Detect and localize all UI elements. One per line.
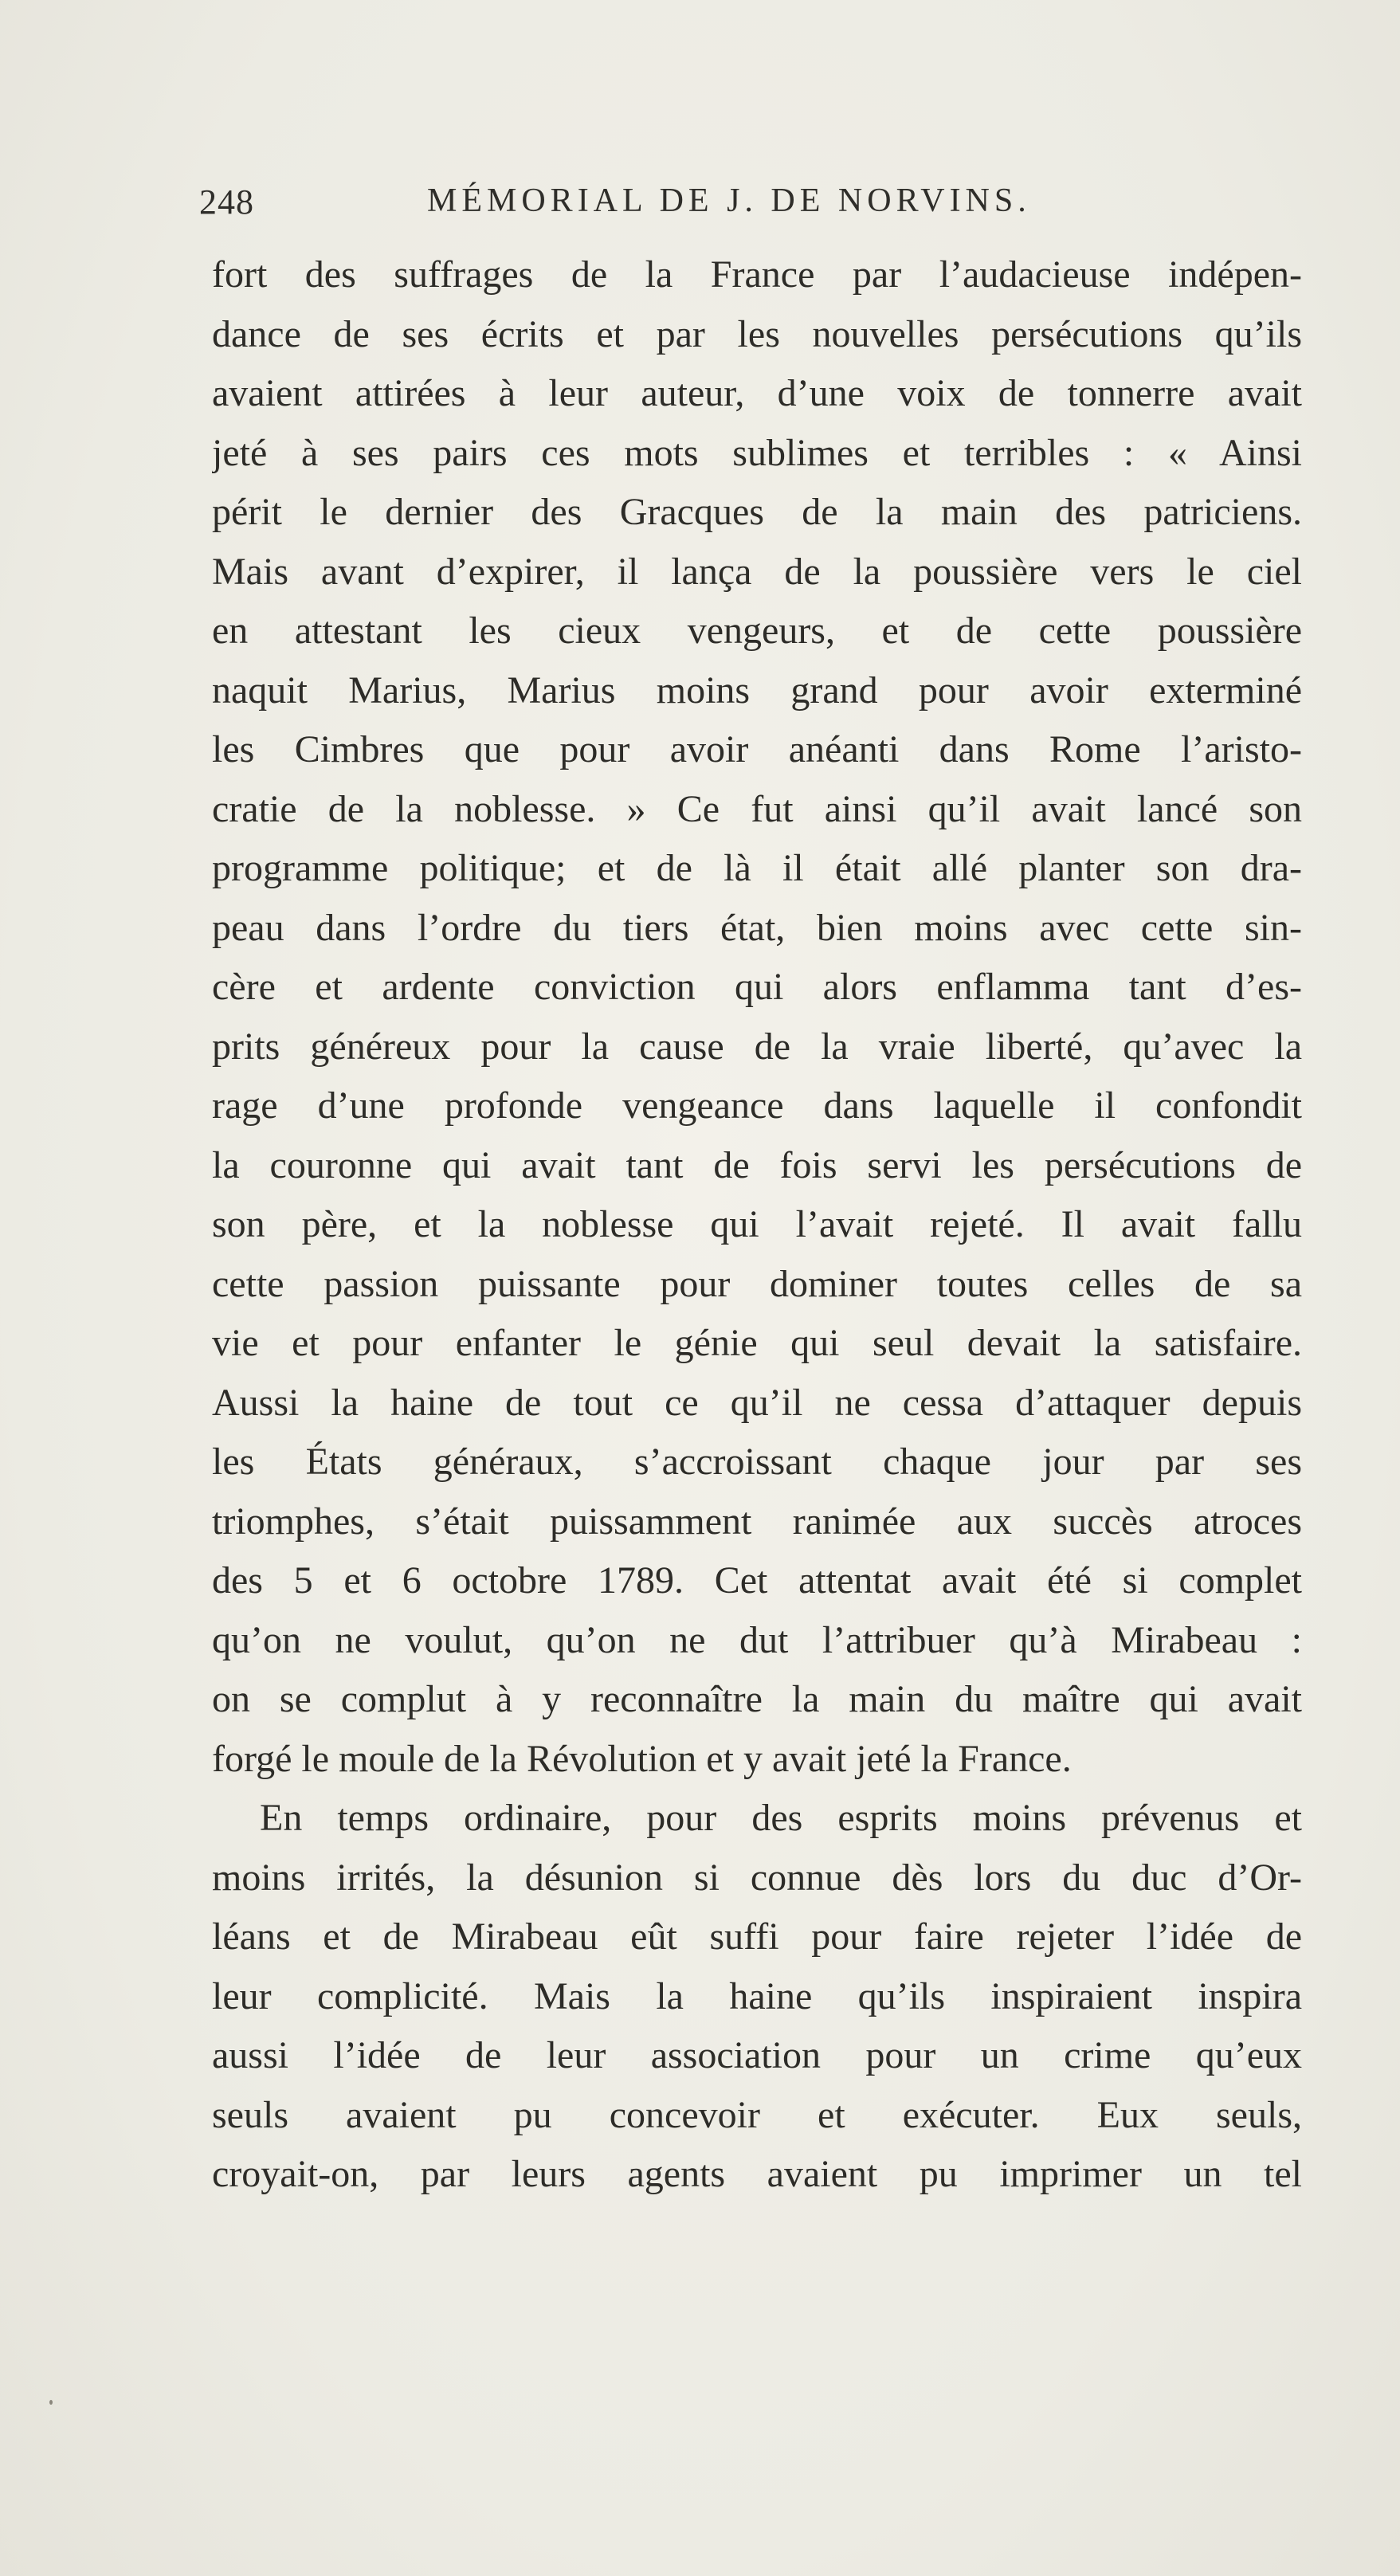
text-line: rage d’une profonde vengeance dans laquelle il confondit [212, 1084, 1302, 1127]
text-line: jeté à ses pairs ces mots sublimes et terribles : « Ainsi [212, 431, 1302, 474]
text-line: triomphes, s’était puissamment ranimée aux succès atroces [212, 1500, 1302, 1543]
text-line: programme politique; et de là il était allé planter son dra- [212, 847, 1302, 889]
text-line: seuls avaient pu concevoir et exécuter. Eux seuls, [212, 2093, 1302, 2136]
text-line: naquit Marius, Marius moins grand pour avoir exterminé [212, 669, 1302, 712]
text-line: prits généreux pour la cause de la vraie liberté, qu’avec la [212, 1025, 1302, 1068]
paragraph-start-line: En temps ordinaire, pour des esprits moins prévenus et [260, 1797, 1302, 1839]
text-line: léans et de Mirabeau eût suffi pour faire rejeter l’idée de [212, 1915, 1302, 1958]
text-line: fort des suffrages de la France par l’audacieuse indépen- [212, 253, 1302, 296]
paragraph-end-line: forgé le moule de la Révolution et y avait jeté la France. [212, 1737, 1072, 1780]
paper-speck [49, 2400, 53, 2405]
text-line: cère et ardente conviction qui alors enflamma tant d’es- [212, 966, 1302, 1008]
text-line: leur complicité. Mais la haine qu’ils inspiraient inspira [212, 1974, 1302, 2017]
text-line: les États généraux, s’accroissant chaque jour par ses [212, 1441, 1302, 1483]
page-number: 248 [199, 182, 254, 222]
text-line: son père, et la noblesse qui l’avait rejeté. Il avait fallu [212, 1203, 1302, 1245]
text-line: aussi l’idée de leur association pour un crime qu’eux [212, 2034, 1302, 2076]
text-line: des 5 et 6 octobre 1789. Cet attentat avait été si complet [212, 1559, 1302, 1602]
text-line: Aussi la haine de tout ce qu’il ne cessa d’attaquer depuis [212, 1381, 1302, 1424]
text-line: peau dans l’ordre du tiers état, bien moins avec cette sin- [212, 906, 1302, 949]
text-line: vie et pour enfanter le génie qui seul devait la satisfaire. [212, 1322, 1302, 1364]
text-line: périt le dernier des Gracques de la main des patriciens. [212, 491, 1302, 533]
text-line: croyait-on, par leurs agents avaient pu imprimer un tel [212, 2153, 1302, 2195]
text-line: Mais avant d’expirer, il lança de la poussière vers le ciel [212, 550, 1302, 593]
text-line: cette passion puissante pour dominer toutes celles de sa [212, 1262, 1302, 1305]
running-title: MÉMORIAL DE J. DE NORVINS. [427, 182, 1031, 219]
text-line: cratie de la noblesse. » Ce fut ainsi qu’il avait lancé son [212, 787, 1302, 830]
text-line: on se complut à y reconnaître la main du maître qui avait [212, 1678, 1302, 1720]
body-text [212, 245, 1302, 2205]
text-line: les Cimbres que pour avoir anéanti dans Rome l’aristo- [212, 728, 1302, 770]
text-line: avaient attirées à leur auteur, d’une voix de tonnerre avait [212, 372, 1302, 414]
text-line: moins irrités, la désunion si connue dès lors du duc d’Or- [212, 1856, 1302, 1899]
text-line: en attestant les cieux vengeurs, et de cette poussière [212, 610, 1302, 652]
page-header [199, 182, 1323, 237]
text-line: la couronne qui avait tant de fois servi les persécutions de [212, 1143, 1302, 1186]
text-line: qu’on ne voulut, qu’on ne dut l’attribuer qu’à Mirabeau : [212, 1618, 1302, 1661]
text-line: dance de ses écrits et par les nouvelles persécutions qu’ils [212, 312, 1302, 355]
